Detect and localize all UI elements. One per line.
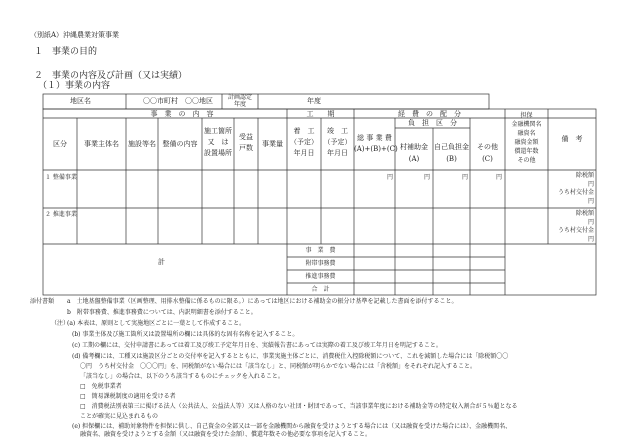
attachment-a: a 土地基盤整備事業（区画整理、用排水整備に係るものに限る。）にあっては地区における補助金の振分け基準を記載した書面を添付すること。 bbox=[67, 298, 458, 305]
form-label: （別紙A）沖縄農業対策事業 bbox=[30, 31, 120, 39]
guarantor-header: 担保 金融機関名 融資名 融資金額 償還年数 その他 bbox=[511, 112, 542, 164]
area-location: 〇〇市町村 〇〇地区 bbox=[143, 97, 213, 105]
construction-period-header: 工 期 bbox=[306, 110, 335, 118]
check-simplified-tax: □ 簡易課税制度の適用を受ける者 bbox=[80, 393, 176, 400]
attachment-b: b 附帯事務費、推進事務費については、内訳明細書を添付すること。 bbox=[67, 309, 257, 316]
fiscal-year: 年度 bbox=[307, 97, 321, 105]
row1-other-yen: 円 bbox=[496, 174, 503, 181]
cost-allocation-header: 経 費 の 配 分 bbox=[398, 110, 461, 118]
total-promotion-cost: 推進事務費 bbox=[305, 273, 336, 280]
maintenance-header: 整備の内容 bbox=[162, 140, 198, 148]
end-date-header: 竣 工 （予定） 年月日 bbox=[323, 127, 352, 157]
note-d-line3: 「該当なし」の場合は、以下のうち該当するものにチェックを入れること。 bbox=[80, 373, 284, 380]
check-tax-exempt: □ 免税事業者 bbox=[80, 383, 122, 390]
row1-remarks: 除税額 円 うち村交付金 円 bbox=[557, 172, 594, 205]
start-date-header: 着 工 （予定） 年月日 bbox=[290, 127, 318, 157]
total-business-cost: 事 業 費 bbox=[305, 247, 336, 254]
total-label: 計 bbox=[158, 258, 165, 266]
other-header: その他 (C) bbox=[477, 143, 498, 163]
check-public-entity: □ 消費税法別表第三に掲げる法人（公共法人、公益法人等）又は人格のない社団・財団であって、当該事業年度における補助金等の特定収入割合が５％超となる bbox=[80, 403, 518, 410]
project-contents-header: 事 業 の 内 容 bbox=[150, 110, 214, 118]
households-header: 受益 戸数 bbox=[239, 133, 253, 152]
subsection-contents: （１）事業の内容 bbox=[38, 81, 111, 91]
plan-year-label: 計画認定 年度 bbox=[227, 94, 252, 108]
municipal-grant-header: 村補助金 (A) bbox=[400, 143, 428, 163]
check-public-entity-cont: ことが確実に見込まれるもの bbox=[80, 413, 159, 420]
location-header: 施工箇所 又 は 設置場所 bbox=[204, 127, 232, 157]
note-b: (b) 事業主体及び施工箇所又は設置場所の欄には具体的な固有名称を記入すること。 bbox=[72, 331, 299, 338]
attachments-label: 添付書類 bbox=[30, 298, 55, 305]
volume-header: 事業量 bbox=[262, 140, 283, 148]
row2-label: ２ 推進事業 bbox=[45, 211, 77, 218]
remarks-header: 備 考 bbox=[561, 135, 583, 143]
row1-label: １ 整備事業 bbox=[45, 174, 77, 181]
note-e-line1: (e) 担保欄には、補助対象物件を担保に供し、自己資金の全部又は一部を金融機関から融資を受けようとする場合には（又は融資を受けた場合には）、金融機関名、 bbox=[72, 423, 512, 430]
note-c: (c) 工期の欄には、交付申請書にあっては着工及び竣工予定年月日を、実績報告書にあっては実際の着工及び竣工年月日を明記すること。 bbox=[72, 342, 442, 349]
note-d-line1: (d) 備考欄には、工種又は施設区分ごとの交付率を記入するとともに、事業実施主体ごとに、消費税仕入控除税額について、これを減額した場合には「除税額〇〇 bbox=[72, 353, 509, 360]
row1-self-yen: 円 bbox=[462, 174, 469, 181]
section-purpose: １ 事業の目的 bbox=[34, 47, 98, 57]
area-name-label: 地区名 bbox=[70, 97, 91, 105]
total-attached-cost: 附帯事務費 bbox=[305, 260, 336, 267]
row2-remarks: 除税額 円 うち村交付金 円 bbox=[557, 210, 594, 243]
operator-header: 事業主体名 bbox=[84, 140, 119, 148]
burden-class-header: 負 担 区 分 bbox=[408, 119, 457, 127]
note-label: （注） bbox=[51, 320, 70, 327]
total-sum: 合 計 bbox=[311, 286, 330, 293]
note-a: (a) 本表は、原則として実施地区ごとに一葉として作成すること。 bbox=[67, 320, 246, 327]
note-e-line2: 融資名、融資を受けようとする金額（又は融資を受けた金額）、償還年数その他必要な事項を記入すること。 bbox=[80, 431, 372, 438]
self-burden-header: 自己負担金 (B) bbox=[434, 143, 469, 163]
total-cost-header: 総 事 業 費 (A)+(B)+(C) bbox=[354, 134, 398, 153]
row1-municipal-yen: 円 bbox=[424, 174, 431, 181]
note-d-line2: 〇円 うち村交付金 〇〇〇円」を、同税額がない場合には「該当なし」と、同税額が明らかでない場合には「含税額」をそれぞれ記入すること。 bbox=[80, 363, 477, 370]
category-header: 区分 bbox=[53, 140, 67, 148]
section-contents: ２ 事業の内容及び計画（又は実績） bbox=[34, 71, 188, 81]
row1-total-yen: 円 bbox=[387, 174, 394, 181]
facility-header: 施設等名 bbox=[128, 140, 156, 148]
